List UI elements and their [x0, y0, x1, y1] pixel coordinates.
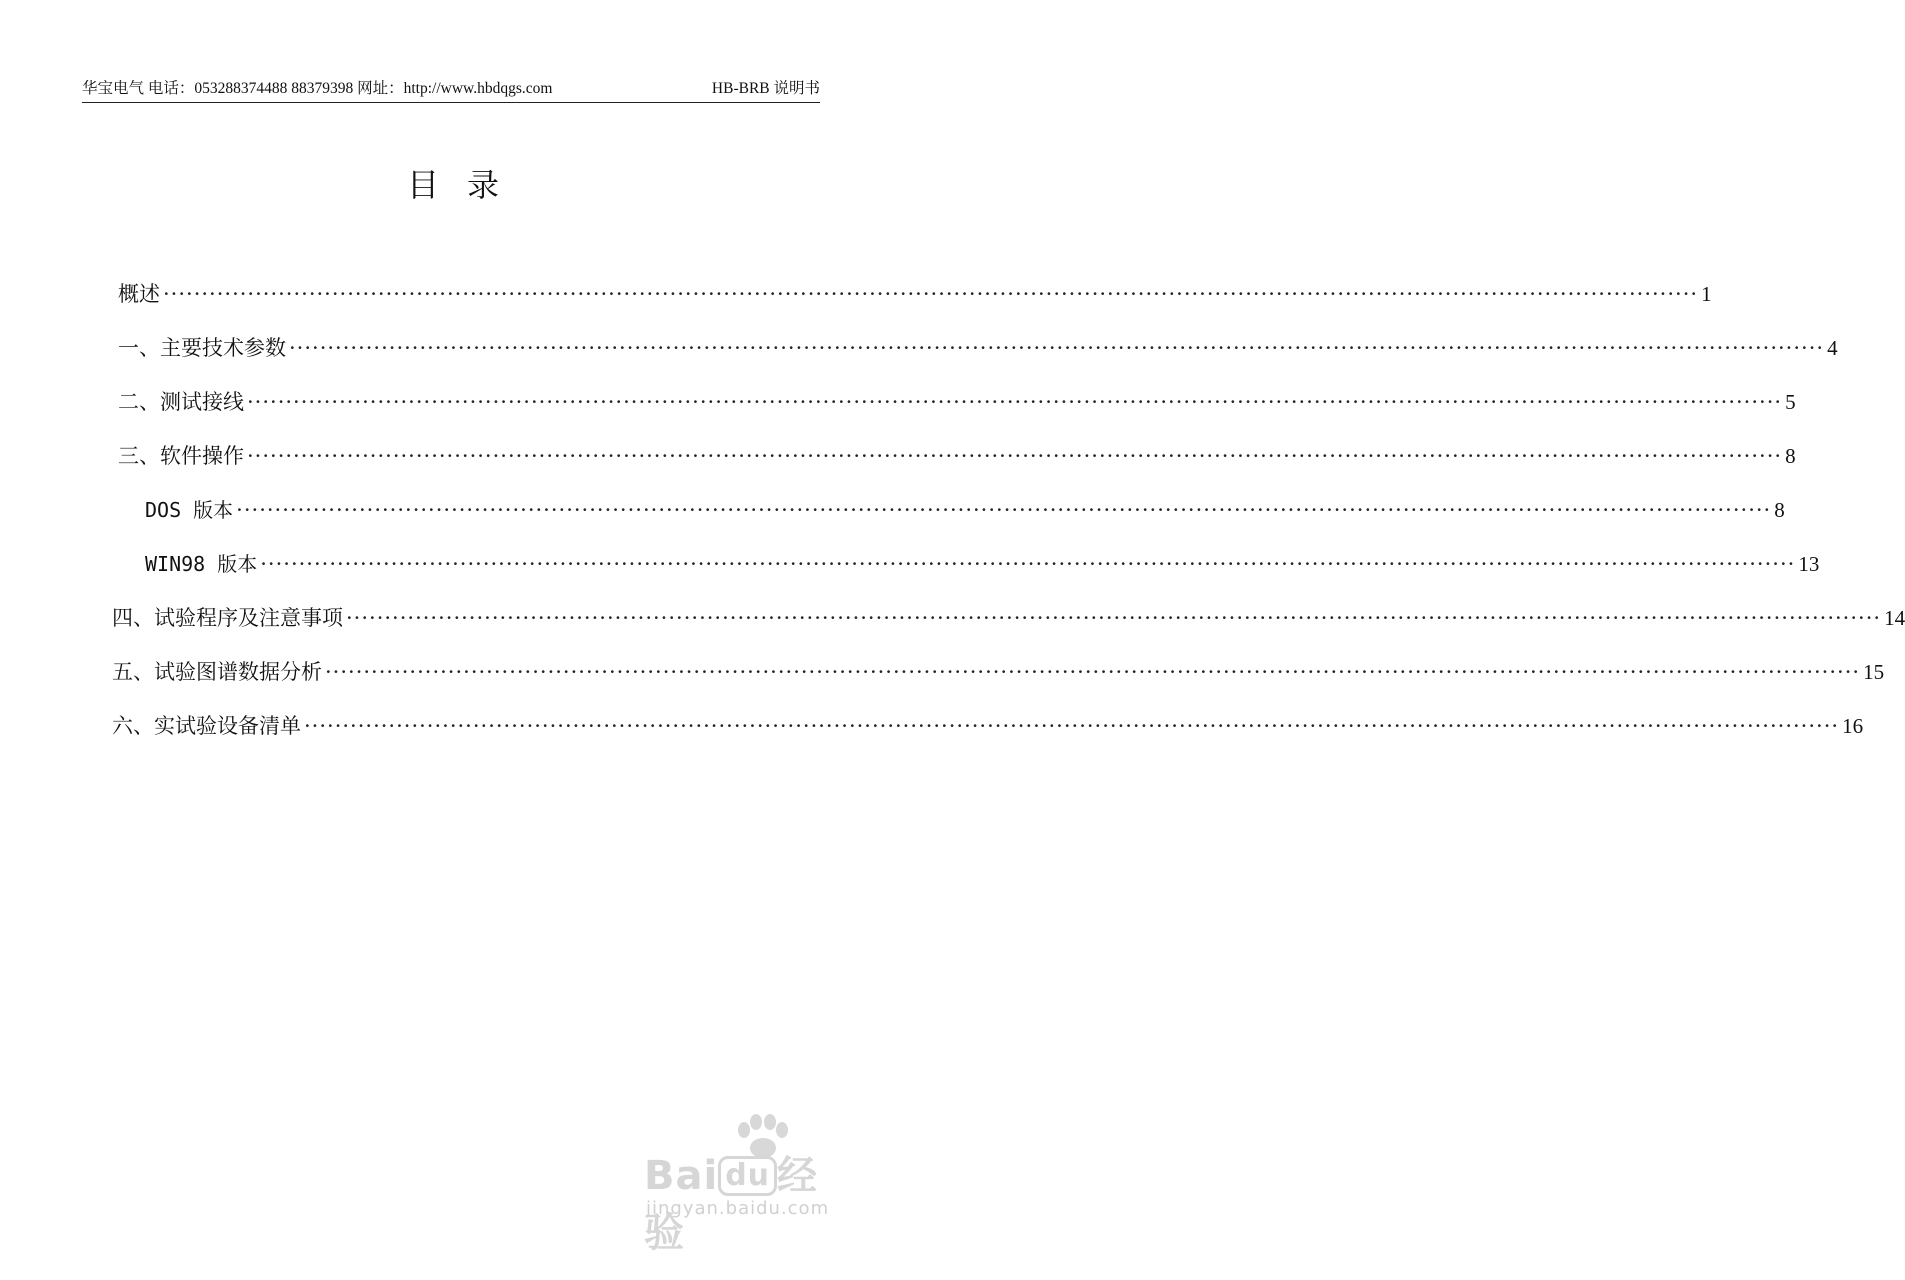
- toc-entry[interactable]: [118, 332, 1838, 362]
- toc-entry[interactable]: [112, 710, 1864, 740]
- toc-entry-page: 8: [1785, 444, 1796, 468]
- toc-leader: ········································································································································································································: [236, 498, 1772, 522]
- toc-entry-label: 五、试验图谱数据分析: [112, 660, 322, 684]
- toc-entry-page: 13: [1798, 552, 1820, 576]
- toc-leader: ········································································································································································································: [304, 714, 1840, 738]
- toc-title: 目录: [406, 166, 527, 204]
- toc-entry-page: 14: [1884, 606, 1905, 630]
- toc-entry-label: 六、实试验设备清单: [112, 714, 301, 738]
- toc-leader: ········································································································································································································: [260, 552, 1796, 576]
- watermark-brand-c: 经验: [644, 1153, 819, 1256]
- toc-entry-page: 1: [1701, 282, 1712, 306]
- toc-leader: ········································································································································································································: [346, 606, 1882, 630]
- toc-entry-page: 8: [1774, 498, 1785, 522]
- toc-leader: ········································································································································································································: [163, 282, 1699, 306]
- toc-entry[interactable]: [118, 440, 1796, 470]
- toc-leader: ········································································································································································································: [247, 444, 1783, 468]
- toc-entry-label: 概述: [118, 282, 160, 306]
- toc-entry[interactable]: [112, 656, 1885, 686]
- watermark-url: jingyan.baidu.com: [646, 1198, 830, 1219]
- toc-entry[interactable]: [118, 386, 1796, 416]
- header-doc-title: HB-BRB 说明书: [711, 80, 820, 97]
- toc-entry[interactable]: [118, 278, 1712, 308]
- toc-subentry[interactable]: [145, 548, 1820, 577]
- watermark-brand-b: du: [718, 1156, 777, 1196]
- baidu-jingyan-watermark: [644, 1114, 854, 1256]
- toc-entry-page: 4: [1827, 336, 1838, 360]
- toc-entry[interactable]: [112, 602, 1905, 632]
- toc-entry-label: DOS 版本: [145, 498, 234, 522]
- toc-leader: ········································································································································································································: [325, 660, 1861, 684]
- header-contact: 华宝电气 电话：053288374488 88379398 网址：http://www.hbdqgs.com: [82, 80, 553, 97]
- watermark-brand-a: Bai: [644, 1153, 719, 1199]
- toc-entry-label: WIN98 版本: [145, 552, 258, 576]
- page-header: [82, 76, 820, 103]
- toc-entry-label: 三、软件操作: [118, 444, 244, 468]
- toc-entry-page: 5: [1785, 390, 1796, 414]
- toc-entry-label: 四、试验程序及注意事项: [112, 606, 343, 630]
- toc-entry-label: 二、测试接线: [118, 390, 244, 414]
- toc-leader: ········································································································································································································: [289, 336, 1825, 360]
- toc-leader: ········································································································································································································: [247, 390, 1783, 414]
- toc-entry-label: 一、主要技术参数: [118, 336, 286, 360]
- toc-entry-page: 16: [1842, 714, 1864, 738]
- toc-subentry[interactable]: [145, 494, 1785, 523]
- toc-entry-page: 15: [1863, 660, 1885, 684]
